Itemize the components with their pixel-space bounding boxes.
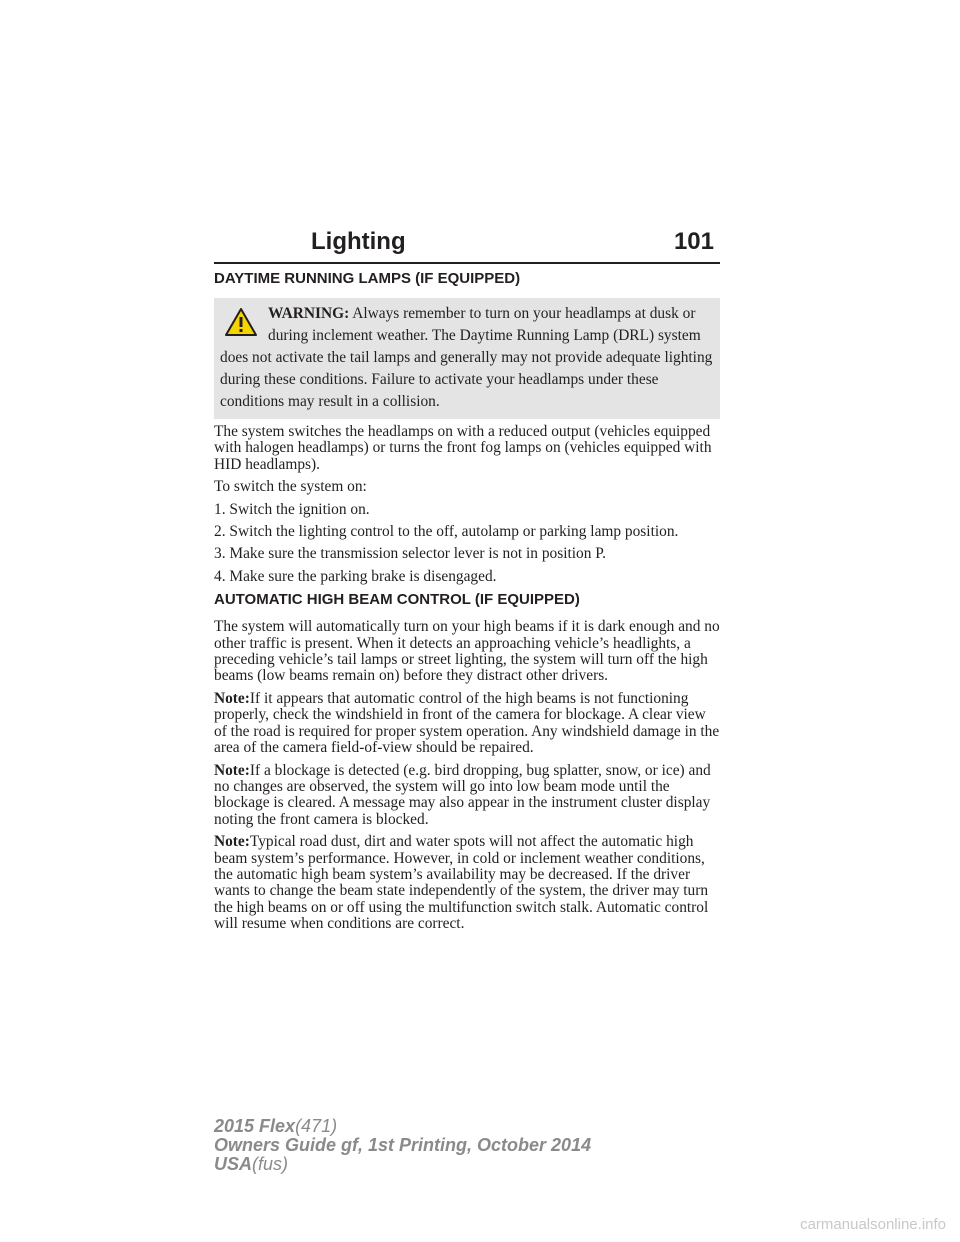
ahb-heading: AUTOMATIC HIGH BEAM CONTROL (IF EQUIPPED) (214, 591, 580, 609)
ahb-note (214, 763, 720, 829)
drl-switch-on: To switch the system on: (214, 478, 367, 496)
page-header (214, 226, 720, 264)
note-label: Note: (214, 761, 250, 779)
ahb-intro: The system will automatically turn on your high beams if it is dark enough and no other traffic is present. When it detects an approaching vehicle’s headlights, a preceding vehicle’s tail lamps or street lighting, the system will turn off the high beams (low beams remain on) before they distract other drivers. (214, 618, 720, 685)
note-text: If a blockage is detected (e.g. bird dropping, bug splatter, snow, or ice) and no changes are observed, the system will go into low beam mode until the blockage is cleared. A message may also appear in the instrument cluster display noting the front camera is blocked. (214, 761, 711, 828)
ahb-note (214, 691, 720, 757)
footer-model: 2015 Flex (214, 1116, 296, 1136)
page-content (214, 270, 720, 939)
drl-step: 3. Make sure the transmission selector lever is not in position P. (214, 545, 606, 563)
page-number: 101 (673, 228, 714, 255)
footer-market-code: (fus) (252, 1154, 289, 1174)
drl-heading: DAYTIME RUNNING LAMPS (IF EQUIPPED) (214, 270, 521, 287)
note-label: Note: (214, 833, 250, 851)
ahb-note (214, 834, 720, 932)
footer-line-model (214, 1117, 591, 1136)
note-text: Typical road dust, dirt and water spots will not affect the automatic high beam system’s performance. However, in cold or inclement weather conditions, the automatic high beam system’s availability may be decreased. If the driver wants to change the beam state independently of the system, the driver may turn the high beams on or off using the multifunction switch stalk. Automatic control will resume when conditions are correct. (214, 833, 709, 933)
note-text: If it appears that automatic control of the high beams is not functioning properly, check the windshield in front of the camera for blockage. A clear view of the road is required for proper system operation. Any windshield damage in the area of the camera field-of-view should be repaired. (214, 689, 720, 757)
drl-step: 2. Switch the lighting control to the off, autolamp or parking lamp position. (214, 523, 679, 541)
footer-market: USA (214, 1154, 253, 1174)
section-title: Lighting (311, 228, 406, 255)
print-footer (214, 1117, 591, 1174)
drl-step: 1. Switch the ignition on. (214, 500, 370, 518)
warning-label: WARNING: (268, 305, 350, 322)
footer-line-market (214, 1155, 591, 1174)
footer-model-code: (471) (295, 1116, 338, 1136)
warning-text: Always remember to turn on your headlamps at dusk or during inclement weather. The Daytime Running Lamp (DRL) system does not activate the tail lamps and generally may not provide adequate lighting during these conditions. Failure to activate your headlamps under these conditions may result in a collision. (220, 305, 713, 410)
drl-intro: The system switches the headlamps on with a reduced output (vehicles equipped with halogen headlamps) or turns the front fog lamps on (vehicles equipped with HID headlamps). (214, 423, 712, 473)
footer-line-guide: Owners Guide gf, 1st Printing, October 2014 (214, 1135, 592, 1155)
warning-box (214, 298, 720, 419)
note-label: Note: (214, 689, 250, 707)
drl-step: 4. Make sure the parking brake is disengaged. (214, 567, 497, 585)
watermark: carmanualsonline.info (800, 1216, 946, 1233)
warning-triangle-icon (224, 307, 258, 337)
